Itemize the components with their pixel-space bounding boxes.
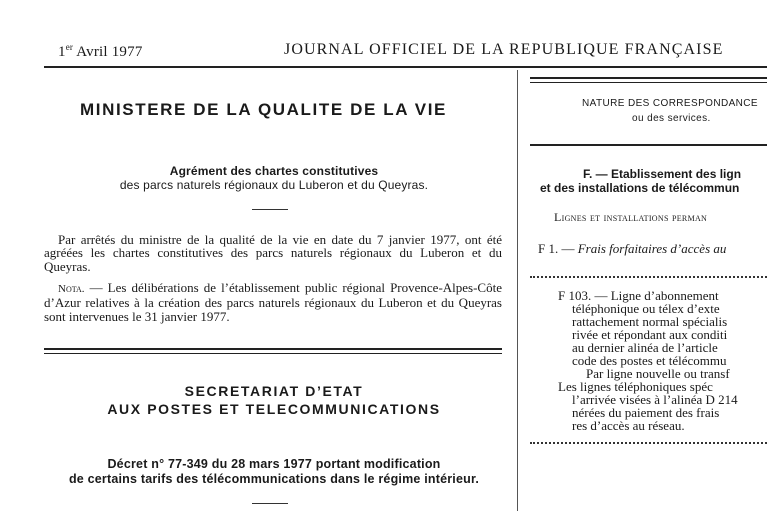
section-double-rule: [44, 348, 502, 354]
f103-line: au dernier alinéa de l’article: [572, 340, 718, 355]
f103-line: Par ligne nouvelle ou transf: [586, 366, 730, 381]
short-divider-bottom: [252, 503, 288, 504]
f103-line: res d’accès au réseau.: [572, 418, 685, 433]
ministry-subtitle-line-2: des parcs naturels régionaux du Luberon et du Queyras.: [119, 178, 429, 192]
nota-label: Nota.: [58, 283, 85, 295]
header-date-rest: Avril 1977: [73, 44, 143, 60]
f1-code: F 1. —: [538, 241, 578, 256]
secretariat-line-2: AUX POSTES ET TELECOMMUNICATIONS: [107, 401, 441, 417]
lignes-heading: Lignes et installations perman: [554, 210, 708, 224]
table-top-rule: [530, 77, 767, 83]
ministry-subtitle-line-1: Agrément des chartes constitutives: [169, 164, 379, 178]
header-date: [58, 42, 143, 61]
table-header-line-1: NATURE DES CORRESPONDANCE: [582, 98, 758, 109]
header-rule: [44, 66, 767, 68]
nota-text: — Les délibérations de l’établissement public régional Provence-Alpes-Côte d’Azur relatives à la création des parcs naturels régionaux du Luberon et du Queyras sont intervenues le 31 janvier 1977.: [44, 280, 502, 324]
table-header-line-2: ou des services.: [632, 113, 711, 124]
section-f-line-1: F. — Etablissement des lign: [583, 167, 742, 181]
decret-heading: [44, 457, 504, 487]
f103-line: téléphonique ou télex d’exte: [572, 301, 720, 316]
table-header-rule: [530, 144, 767, 146]
f103-entry: [530, 289, 767, 432]
f1-text: Frais forfaitaires d’accès au: [577, 241, 727, 256]
arrete-paragraph: Par arrêtés du ministre de la qualité de la vie en date du 7 janvier 1977, ont été agréées les chartes constitutives des parcs naturels régionaux du Luberon et du Queyras.: [44, 232, 502, 274]
ministry-title: MINISTERE DE LA QUALITE DE LA VIE: [80, 100, 448, 119]
f1-entry: [538, 241, 726, 257]
secretariat-heading: [44, 382, 504, 418]
section-f-heading: [540, 167, 741, 195]
right-column: [530, 70, 767, 511]
decret-line-2: de certains tarifs des télécommunications dans le régime intérieur.: [68, 472, 480, 486]
f103-line: F 103. — Ligne d’abonnement: [558, 288, 719, 303]
section-f-line-2: et des installations de télécommun: [540, 181, 740, 195]
f103-line: rivée et répondant aux conditi: [572, 327, 728, 342]
header-date-day: 1: [58, 44, 66, 60]
ministry-subtitle: [44, 164, 504, 192]
dotted-rule-1: [530, 276, 767, 278]
f103-line: nérées du paiement des frais: [572, 405, 720, 420]
dotted-rule-2: [530, 442, 767, 444]
column-separator: [517, 70, 518, 511]
secretariat-line-1: SECRETARIAT D’ETAT: [184, 383, 364, 399]
decret-line-1: Décret n° 77-349 du 28 mars 1977 portant modification: [107, 457, 441, 471]
journal-title: JOURNAL OFFICIEL DE LA REPUBLIQUE FRANÇAISE: [284, 41, 724, 58]
nota-paragraph: [44, 281, 502, 323]
short-divider: [252, 209, 288, 210]
f103-line: code des postes et télécommu: [572, 353, 727, 368]
f103-line: l’arrivée visées à l’alinéa D 214: [572, 392, 738, 407]
f103-line: Les lignes téléphoniques spéc: [558, 379, 713, 394]
header-date-sup: er: [65, 42, 74, 52]
table-header: [582, 96, 758, 126]
f103-line: rattachement normal spécialis: [572, 314, 728, 329]
